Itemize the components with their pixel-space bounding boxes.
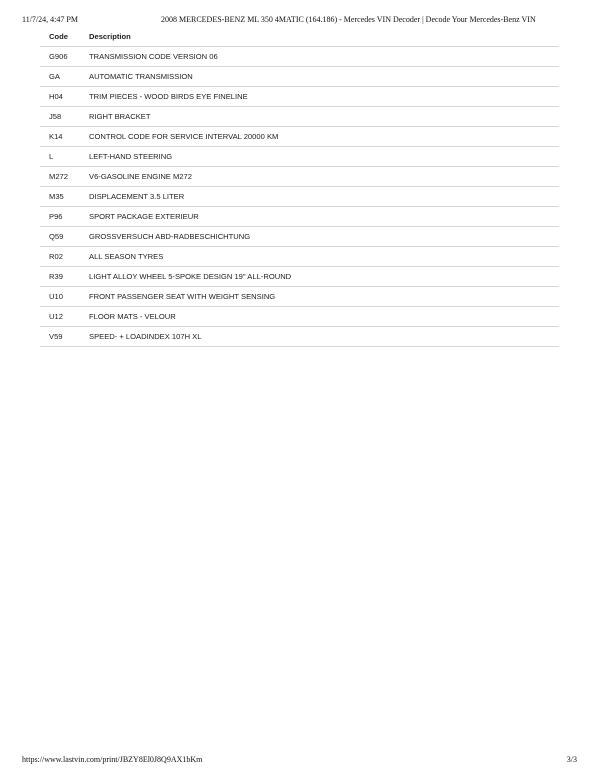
description-cell: SPORT PACKAGE EXTERIEUR bbox=[89, 207, 559, 227]
description-cell: FRONT PASSENGER SEAT WITH WEIGHT SENSING bbox=[89, 287, 559, 307]
code-cell: R39 bbox=[40, 267, 89, 287]
table-row bbox=[40, 67, 559, 87]
code-cell: H04 bbox=[40, 87, 89, 107]
code-cell: U12 bbox=[40, 307, 89, 327]
description-cell: SPEED- + LOADINDEX 107H XL bbox=[89, 327, 559, 347]
code-cell: M272 bbox=[40, 167, 89, 187]
description-cell: DISPLACEMENT 3.5 LITER bbox=[89, 187, 559, 207]
table-row bbox=[40, 167, 559, 187]
code-cell: U10 bbox=[40, 287, 89, 307]
code-cell: Q59 bbox=[40, 227, 89, 247]
description-cell: RIGHT BRACKET bbox=[89, 107, 559, 127]
table-row bbox=[40, 187, 559, 207]
table-row bbox=[40, 307, 559, 327]
table-row bbox=[40, 207, 559, 227]
code-cell: V59 bbox=[40, 327, 89, 347]
description-cell: TRANSMISSION CODE VERSION 06 bbox=[89, 47, 559, 67]
table-row bbox=[40, 287, 559, 307]
description-cell: LEFT-HAND STEERING bbox=[89, 147, 559, 167]
table-row bbox=[40, 127, 559, 147]
description-cell: GROSSVERSUCH ABD-RADBESCHICHTUNG bbox=[89, 227, 559, 247]
print-url: https://www.lastvin.com/print/JBZY8El0J8Q9AX1bKm bbox=[22, 755, 203, 764]
code-cell: G906 bbox=[40, 47, 89, 67]
column-header-description: Description bbox=[89, 27, 559, 47]
table-row bbox=[40, 267, 559, 287]
code-cell: L bbox=[40, 147, 89, 167]
table-row bbox=[40, 87, 559, 107]
description-cell: CONTROL CODE FOR SERVICE INTERVAL 20000 KM bbox=[89, 127, 559, 147]
table-row bbox=[40, 247, 559, 267]
code-cell: K14 bbox=[40, 127, 89, 147]
description-cell: AUTOMATIC TRANSMISSION bbox=[89, 67, 559, 87]
description-cell: LIGHT ALLOY WHEEL 5-SPOKE DESIGN 19" ALL-ROUND bbox=[89, 267, 559, 287]
print-page-title: 2008 MERCEDES-BENZ ML 350 4MATIC (164.186) - Mercedes VIN Decoder | Decode Your Mercedes-Benz VIN bbox=[161, 15, 536, 24]
table-row bbox=[40, 327, 559, 347]
page-number: 3/3 bbox=[566, 755, 577, 764]
print-header bbox=[22, 15, 578, 27]
table-row bbox=[40, 47, 559, 67]
option-codes-table bbox=[40, 27, 559, 347]
print-footer bbox=[22, 755, 578, 767]
table-header-row bbox=[40, 27, 559, 47]
column-header-code: Code bbox=[40, 27, 89, 47]
table-row bbox=[40, 107, 559, 127]
description-cell: TRIM PIECES - WOOD BIRDS EYE FINELINE bbox=[89, 87, 559, 107]
code-cell: GA bbox=[40, 67, 89, 87]
code-cell: M35 bbox=[40, 187, 89, 207]
code-cell: R02 bbox=[40, 247, 89, 267]
description-cell: FLOOR MATS - VELOUR bbox=[89, 307, 559, 327]
code-cell: P96 bbox=[40, 207, 89, 227]
table-row bbox=[40, 227, 559, 247]
description-cell: ALL SEASON TYRES bbox=[89, 247, 559, 267]
description-cell: V6-GASOLINE ENGINE M272 bbox=[89, 167, 559, 187]
table-row bbox=[40, 147, 559, 167]
code-cell: J58 bbox=[40, 107, 89, 127]
print-datetime: 11/7/24, 4:47 PM bbox=[22, 15, 78, 24]
